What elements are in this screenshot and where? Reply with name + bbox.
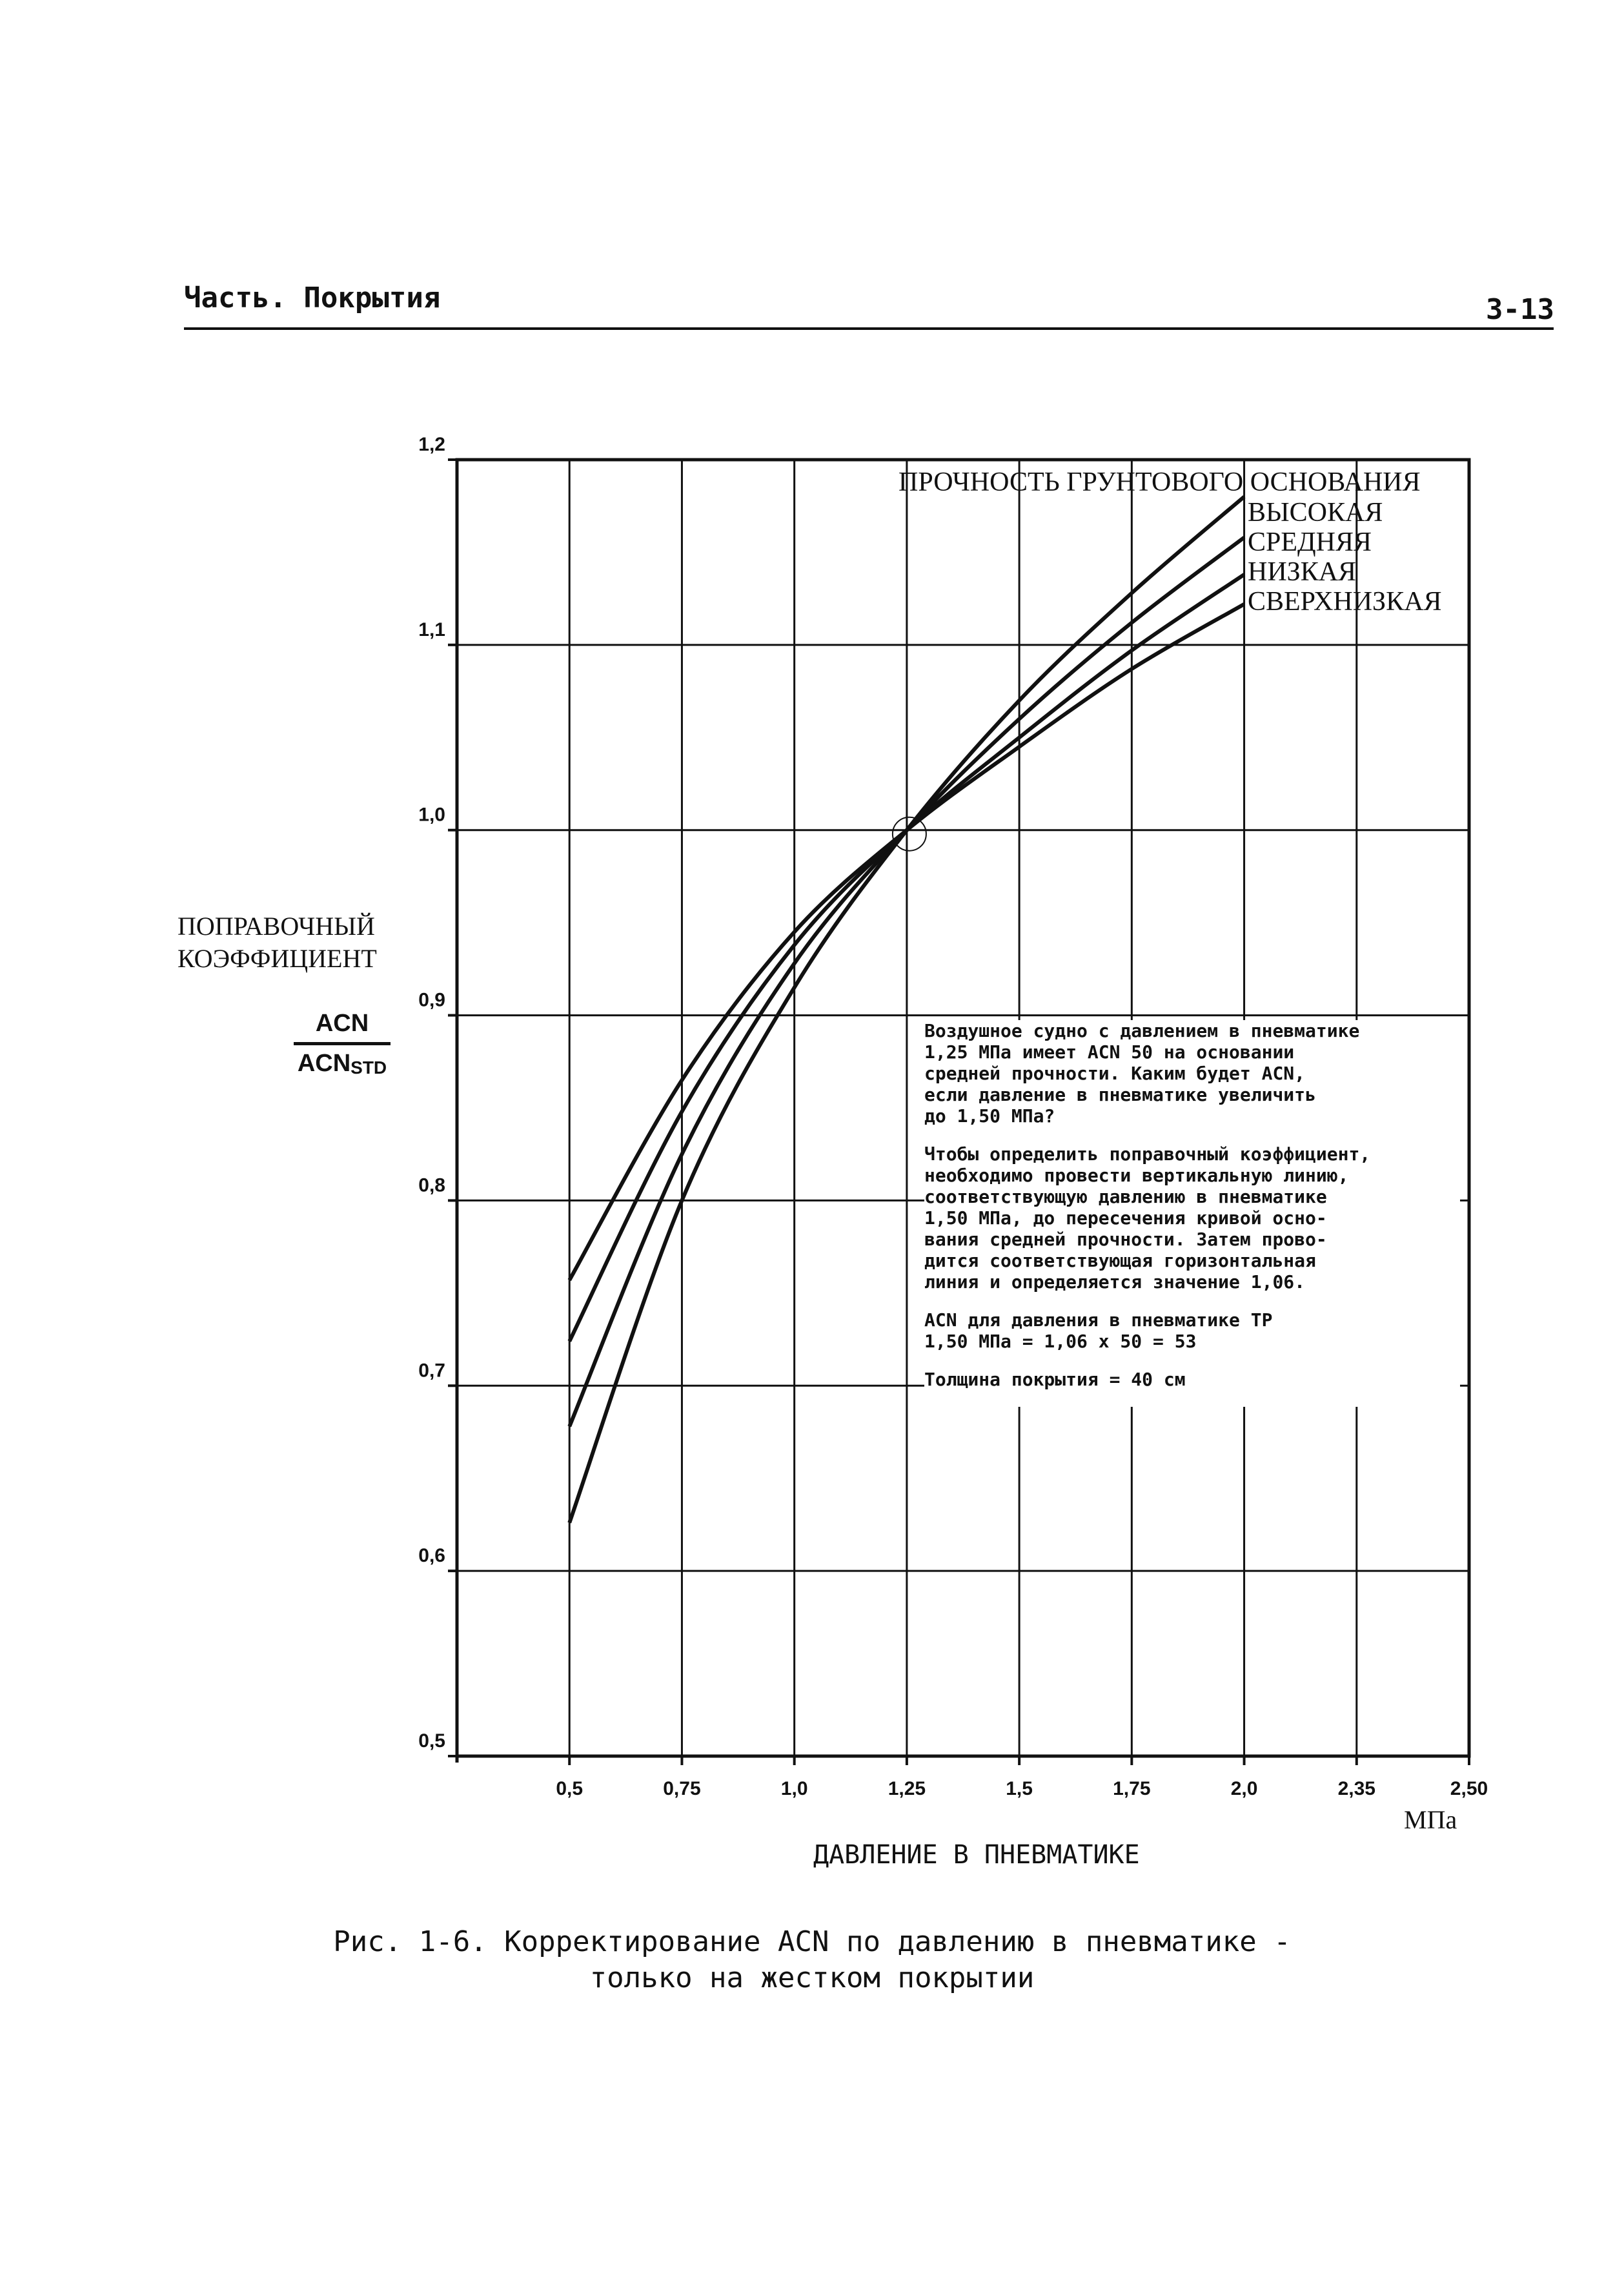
legend-entry-4: СВЕРХНИЗКАЯ xyxy=(1248,587,1442,617)
x-tick-label: 0,75 xyxy=(663,1778,701,1799)
chart-markers xyxy=(893,817,926,851)
x-axis-label: ДАВЛЕНИЕ В ПНЕВМАТИКЕ xyxy=(813,1840,1140,1870)
caption-line2: только на жестком покрытии xyxy=(589,1961,1035,1994)
legend-title: ПРОЧНОСТЬ ГРУНТОВОГО ОСНОВАНИЯ xyxy=(898,467,1421,497)
x-tick-label: 2,50 xyxy=(1450,1778,1488,1799)
y-tick-label: 0,5 xyxy=(418,1730,445,1752)
note-result: ACN для давления в пневматике ТР 1,50 МПа = 1,06 x 50 = 53 xyxy=(924,1309,1273,1352)
legend-entry-2: СРЕДНЯЯ xyxy=(1248,527,1372,557)
x-tick-label: 1,0 xyxy=(780,1778,808,1799)
y-tick-label: 1,1 xyxy=(418,619,445,640)
y-tick-label: 0,7 xyxy=(418,1360,445,1382)
page-number: 3-13 xyxy=(1486,293,1554,326)
x-tick-label: 0,5 xyxy=(556,1778,584,1799)
note-question: Воздушное судно с давлением в пневматике 1,25 МПа имеет ACN 50 на основании средней прочности. Каким будет ACN, если давление в пневматике увеличить до 1,50 МПа? xyxy=(924,1020,1360,1127)
y-tick-label: 1,0 xyxy=(418,804,445,826)
y-tick-label: 0,8 xyxy=(418,1174,445,1196)
y-axis-label-line2: КОЭФФИЦИЕНТ xyxy=(178,944,377,973)
x-tick-label: 1,5 xyxy=(1006,1778,1033,1799)
caption-line1: Рис. 1-6. Корректирование ACN по давлению в пневматике - xyxy=(333,1925,1291,1958)
y-axis-label-line1: ПОПРАВОЧНЫЙ xyxy=(178,912,375,941)
acn-ratio-denominator-text: ACN xyxy=(297,1050,351,1077)
figure-caption xyxy=(0,1924,1624,1996)
x-tick-label: 1,75 xyxy=(1113,1778,1151,1799)
x-tick-label: 2,0 xyxy=(1230,1778,1258,1799)
legend-entry-3: НИЗКАЯ xyxy=(1248,557,1357,587)
legend-entry-1: ВЫСОКАЯ xyxy=(1248,498,1383,527)
y-tick-label: 0,9 xyxy=(418,989,445,1011)
acn-ratio-denominator-subscript: STD xyxy=(350,1058,387,1078)
x-tick-label: 2,35 xyxy=(1337,1778,1375,1799)
note-thickness: Толщина покрытия = 40 см xyxy=(924,1369,1186,1390)
y-tick-label: 0,6 xyxy=(418,1545,445,1567)
page-header-title: Часть. Покрытия xyxy=(184,281,441,314)
worked-example-note xyxy=(924,1020,1460,1407)
note-method: Чтобы определить поправочный коэффициент, необходимо провести вертикальную линию, соответствующую давлению в пневматике 1,50 МПа, до пересечения кривой осно- вания средней прочности. Затем прово- дится соответствующая горизонтальная линия и определяется значение 1,06. xyxy=(924,1143,1371,1293)
acn-ratio-numerator: ACN xyxy=(315,1010,369,1037)
x-tick-label: 1,25 xyxy=(888,1778,926,1799)
intersection-marker xyxy=(893,817,926,851)
y-tick-label: 1,2 xyxy=(418,434,445,455)
x-axis-unit: МПа xyxy=(1404,1805,1457,1834)
